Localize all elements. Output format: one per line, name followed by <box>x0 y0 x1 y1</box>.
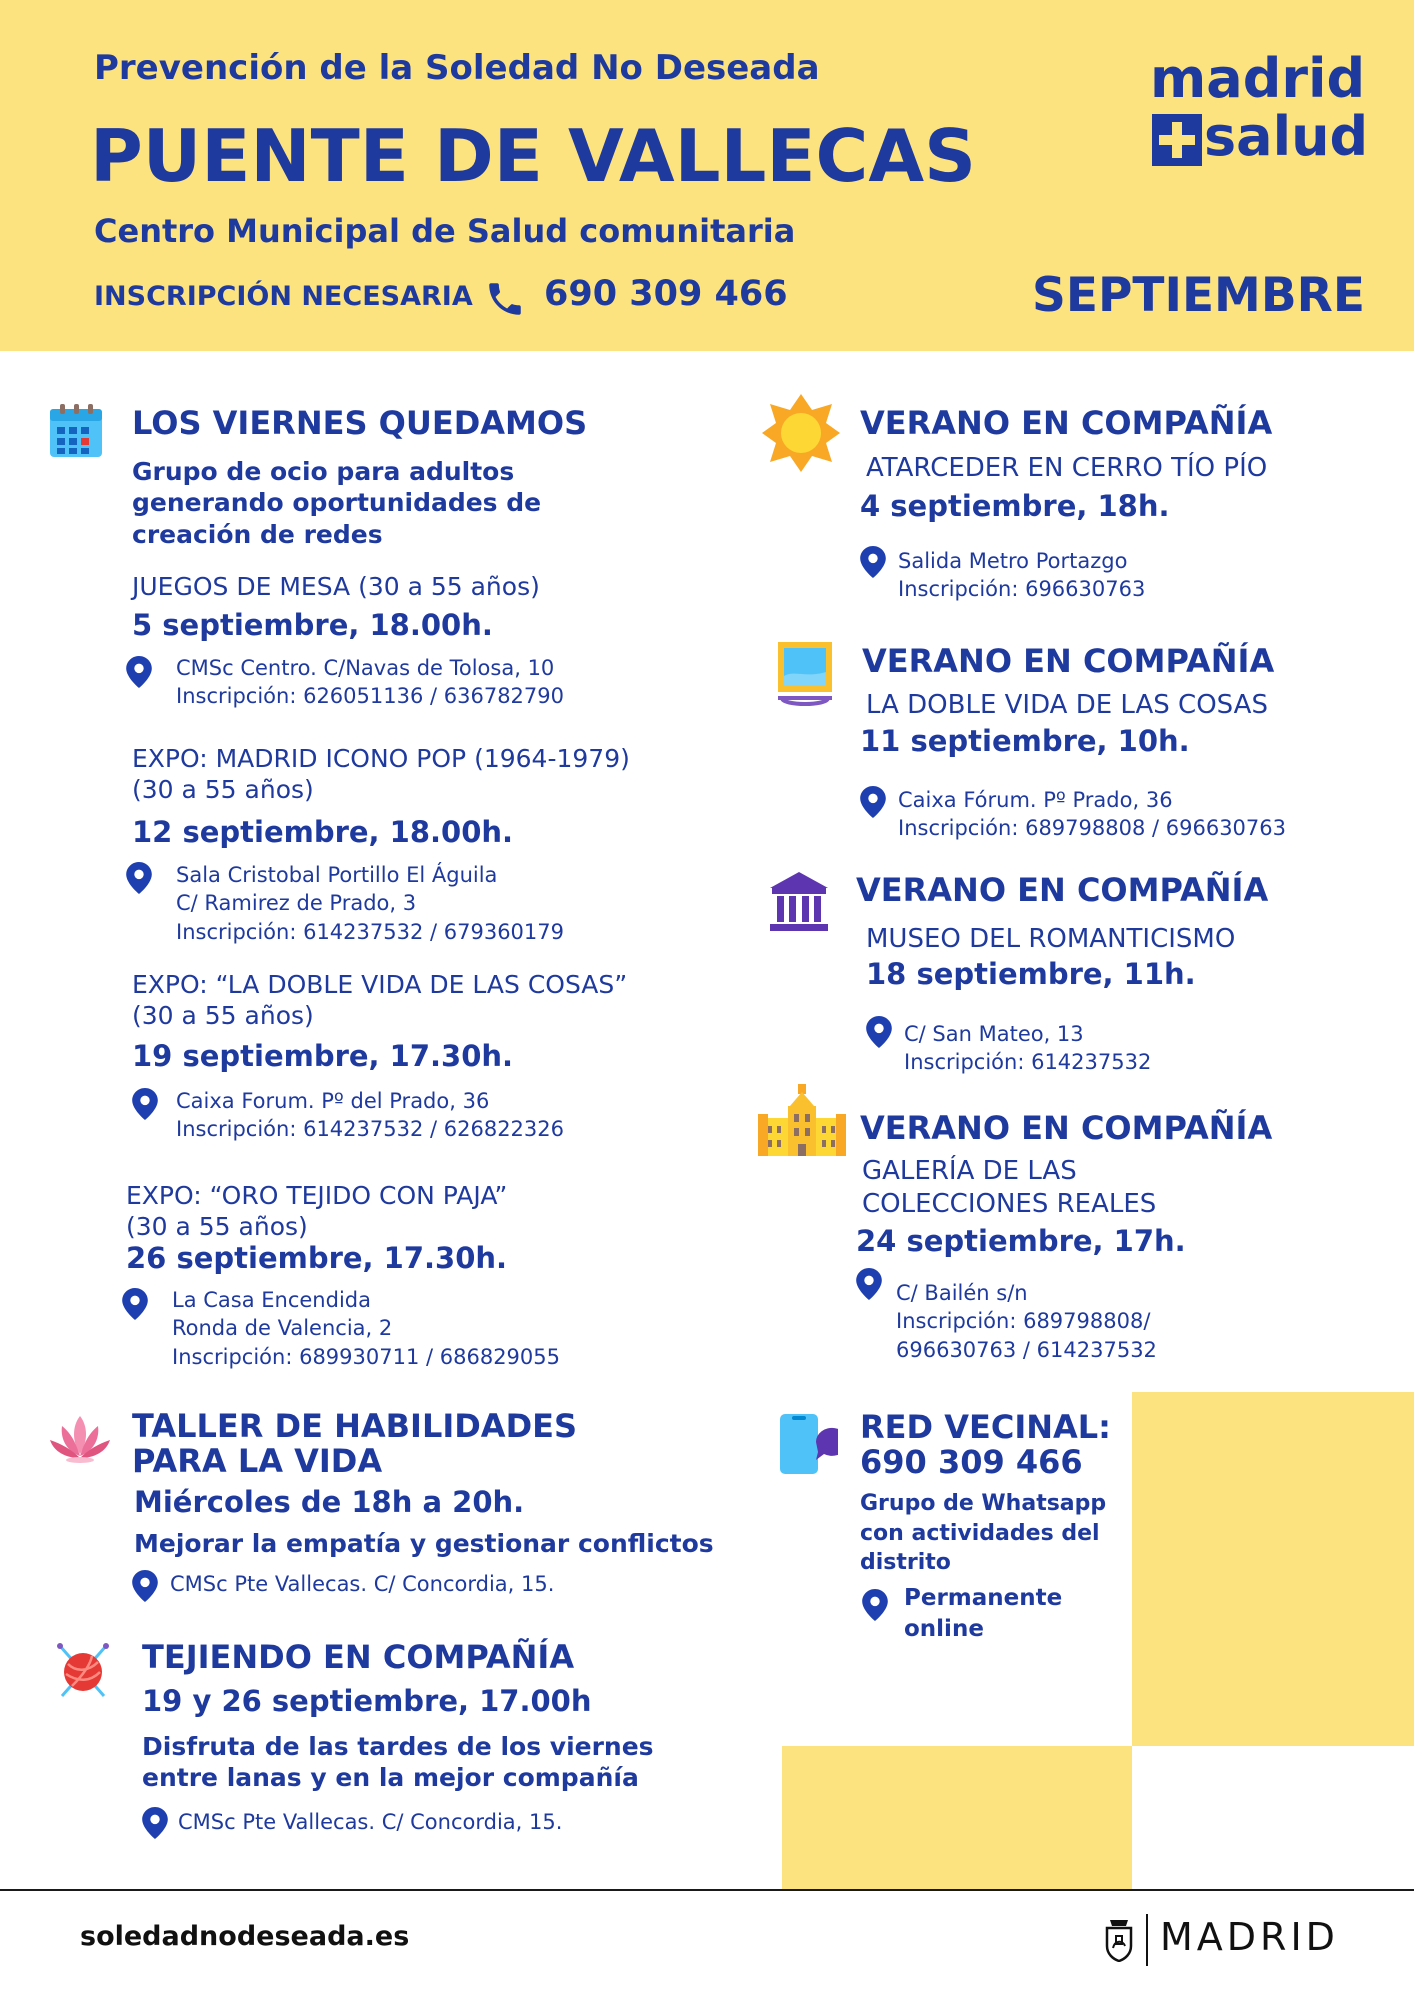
madrid-crest-icon <box>1104 1918 1134 1962</box>
lotus-icon <box>48 1412 112 1468</box>
verano-name: LA DOBLE VIDA DE LAS COSAS <box>866 690 1268 720</box>
madrid-salud-logo <box>1150 47 1369 172</box>
verano-location: C/ San Mateo, 13 Inscripción: 614237532 <box>904 1022 1152 1075</box>
header-banner <box>0 0 1414 351</box>
tejiendo-location: CMSc Pte Vallecas. C/ Concordia, 15. <box>178 1810 563 1834</box>
red-vecinal-title: RED VECINAL: 690 309 466 <box>860 1408 1111 1482</box>
taller-description: Mejorar la empatía y gestionar conflictos <box>134 1529 714 1558</box>
event-location: Sala Cristobal Portillo El Águila C/ Ramirez de Prado, 3 Inscripción: 614237532 / 679360179 <box>176 863 564 944</box>
location-pin-icon <box>866 1016 892 1048</box>
verano-name: MUSEO DEL ROMANTICISMO <box>866 924 1236 954</box>
location-pin-icon <box>126 656 152 688</box>
red-vecinal-description: Grupo de Whatsapp con actividades del distrito <box>860 1491 1107 1576</box>
verano-title: VERANO EN COMPAÑÍA <box>856 871 1269 909</box>
location-pin-icon <box>132 1088 158 1120</box>
yarn-icon <box>54 1642 112 1700</box>
taller-date: Miércoles de 18h a 20h. <box>134 1485 525 1519</box>
center-name: Centro Municipal de Salud comunitaria <box>94 212 796 250</box>
event-name: EXPO: “ORO TEJIDO CON PAJA” (30 a 55 años) <box>126 1181 508 1242</box>
event-date: 19 septiembre, 17.30h. <box>132 1039 514 1073</box>
signup-label: INSCRIPCIÓN NECESARIA <box>94 281 473 312</box>
verano-name: GALERÍA DE LAS COLECCIONES REALES <box>862 1156 1157 1219</box>
chat-phone-icon <box>776 1412 838 1476</box>
event-name: JUEGOS DE MESA (30 a 55 años) <box>132 572 540 601</box>
verano-location: Caixa Fórum. Pº Prado, 36 Inscripción: 689798808 / 696630763 <box>898 788 1286 841</box>
taller-title: TALLER DE HABILIDADES PARA LA VIDA <box>132 1407 578 1481</box>
decorative-block <box>782 1746 1132 1889</box>
taller-location: CMSc Pte Vallecas. C/ Concordia, 15. <box>170 1572 555 1596</box>
tejiendo-date: 19 y 26 septiembre, 17.00h <box>142 1684 592 1718</box>
sun-icon <box>762 394 840 472</box>
event-date: 12 septiembre, 18.00h. <box>132 815 514 849</box>
viernes-title: LOS VIERNES QUEDAMOS <box>132 404 588 442</box>
verano-date: 4 septiembre, 18h. <box>860 489 1170 523</box>
decorative-block <box>1132 1392 1414 1746</box>
footer-url[interactable]: soledadnodeseada.es <box>80 1921 410 1952</box>
red-vecinal-location: Permanente online <box>904 1585 1063 1643</box>
footer-divider <box>0 1889 1414 1891</box>
location-pin-icon <box>126 862 152 894</box>
header-phone[interactable]: 690 309 466 <box>544 274 788 314</box>
event-name: EXPO: “LA DOBLE VIDA DE LAS COSAS” (30 a 55 años) <box>132 970 628 1031</box>
month-label: SEPTIEMBRE <box>1032 268 1365 323</box>
event-date: 5 septiembre, 18.00h. <box>132 608 493 642</box>
tejiendo-title: TEJIENDO EN COMPAÑÍA <box>142 1638 575 1676</box>
verano-location: Salida Metro Portazgo Inscripción: 696630763 <box>898 549 1146 602</box>
verano-date: 24 septiembre, 17h. <box>856 1224 1186 1258</box>
event-name: EXPO: MADRID ICONO POP (1964-1979) (30 a 55 años) <box>132 744 630 805</box>
logo-salud-text: salud <box>1204 105 1369 168</box>
location-pin-icon <box>142 1807 168 1839</box>
location-pin-icon <box>860 546 886 578</box>
verano-title: VERANO EN COMPAÑÍA <box>862 642 1275 680</box>
verano-name: ATARCEDER EN CERRO TÍO PÍO <box>866 453 1268 483</box>
event-location: La Casa Encendida Ronda de Valencia, 2 Inscripción: 689930711 / 686829055 <box>172 1288 560 1369</box>
phone-icon <box>484 278 526 320</box>
location-pin-icon <box>132 1570 158 1602</box>
calendar-icon <box>48 403 104 459</box>
page-title: PUENTE DE VALLECAS <box>90 114 976 198</box>
verano-location: C/ Bailén s/n Inscripción: 689798808/ 696630763 / 614237532 <box>896 1281 1157 1362</box>
event-location: Caixa Forum. Pº del Prado, 36 Inscripción: 614237532 / 626822326 <box>176 1089 564 1142</box>
plus-icon <box>1152 114 1202 166</box>
event-location: CMSc Centro. C/Navas de Tolosa, 10 Inscripción: 626051136 / 636782790 <box>176 656 564 709</box>
event-date: 26 septiembre, 17.30h. <box>126 1241 508 1275</box>
location-pin-icon <box>122 1288 148 1320</box>
location-pin-icon <box>860 786 886 818</box>
palace-icon <box>758 1084 846 1158</box>
header-subtitle: Prevención de la Soledad No Deseada <box>94 48 820 88</box>
picture-frame-icon <box>776 640 834 708</box>
museum-icon <box>768 870 830 932</box>
verano-date: 18 septiembre, 11h. <box>866 957 1196 991</box>
footer-city: MADRID <box>1160 1915 1339 1959</box>
viernes-description: Grupo de ocio para adultos generando oportunidades de creación de redes <box>132 457 542 549</box>
verano-title: VERANO EN COMPAÑÍA <box>860 1109 1273 1147</box>
tejiendo-description: Disfruta de las tardes de los viernes entre lanas y en la mejor compañía <box>142 1732 654 1793</box>
verano-date: 11 septiembre, 10h. <box>860 724 1190 758</box>
location-pin-icon <box>856 1268 882 1300</box>
location-pin-icon <box>862 1589 888 1621</box>
footer-separator <box>1146 1914 1148 1966</box>
logo-madrid-text: madrid <box>1150 47 1366 110</box>
verano-title: VERANO EN COMPAÑÍA <box>860 404 1273 442</box>
